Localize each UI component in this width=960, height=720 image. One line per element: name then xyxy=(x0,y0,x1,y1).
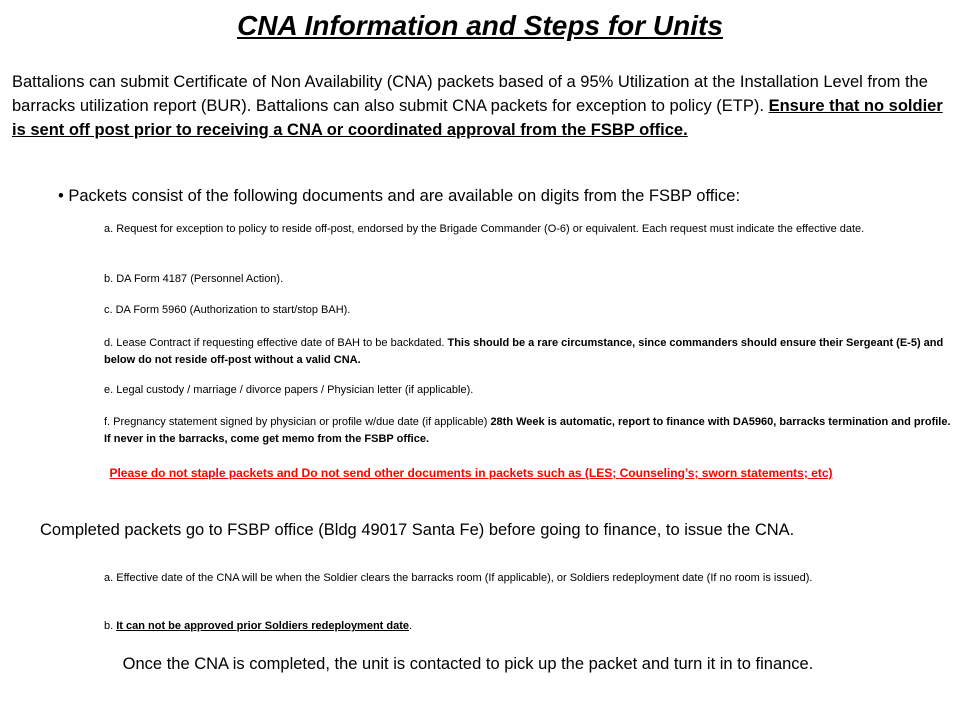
item-d-text: d. Lease Contract if requesting effective date of BAH to be backdated. xyxy=(104,337,448,349)
item-c-text: c. DA Form 5960 (Authorization to start/stop BAH). xyxy=(104,304,351,316)
item-a-text: a. Request for exception to policy to reside off-post, endorsed by the Brigade Commander (O-6) or equivalent. Each request must indicate the effective date. xyxy=(104,223,865,235)
sub-item-b xyxy=(104,618,924,635)
sub-item-b-underlined: It can not be approved prior Soldiers redeployment date xyxy=(116,620,410,632)
item-b-text: b. DA Form 4187 (Personnel Action). xyxy=(104,273,284,285)
packets-bullet: • Packets consist of the following documents and are available on digits from the FSBP office: xyxy=(58,187,741,205)
document-item-d xyxy=(104,335,954,369)
document-item-f xyxy=(104,414,954,448)
document-item-c xyxy=(104,302,954,319)
intro-emphasis: Ensure that no soldier is sent off post prior to receiving a CNA or coordinated approval from the FSBP office. xyxy=(12,97,943,139)
intro-paragraph xyxy=(12,70,948,142)
sub-item-a: a. Effective date of the CNA will be when the Soldier clears the barracks room (If applicable), or Soldiers redeployment date (If no room is issued). xyxy=(104,572,813,584)
item-f-text: f. Pregnancy statement signed by physician or profile w/due date (if applicable) xyxy=(104,416,491,428)
document-item-e xyxy=(104,382,954,399)
item-f-bold: 28th Week is automatic, report to finance with DA5960, barracks termination and profile. If never in the barracks, come get memo from the FSBP office. xyxy=(104,416,951,445)
document-item-b xyxy=(104,271,954,288)
intro-text: Battalions can submit Certificate of Non Availability (CNA) packets based of a 95% Utilization at the Installation Level from the barracks utilization report (BUR). Battalions can also submit CNA packets for exception to policy (ETP). xyxy=(12,73,928,115)
cna-completed-text: Once the CNA is completed, the unit is contacted to pick up the packet and turn it in to finance. xyxy=(122,655,814,673)
sub-item-b-suffix: . xyxy=(409,620,413,632)
item-e-text: e. Legal custody / marriage / divorce papers / Physician letter (if applicable). xyxy=(104,384,474,396)
staple-warning: Please do not staple packets and Do not send other documents in packets such as (LES; Counseling’s; sworn statements; etc) xyxy=(109,466,833,480)
completed-packets-text: Completed packets go to FSBP office (Bldg 49017 Santa Fe) before going to finance, to issue the CNA. xyxy=(40,521,795,539)
sub-item-b-prefix: b. xyxy=(104,620,117,632)
document-item-a xyxy=(104,221,954,238)
page-title: CNA Information and Steps for Units xyxy=(237,10,723,41)
item-d-bold: This should be a rare circumstance, since commanders should ensure their Sergeant (E-5) and below do not reside off-post without a valid CNA. xyxy=(104,337,944,366)
